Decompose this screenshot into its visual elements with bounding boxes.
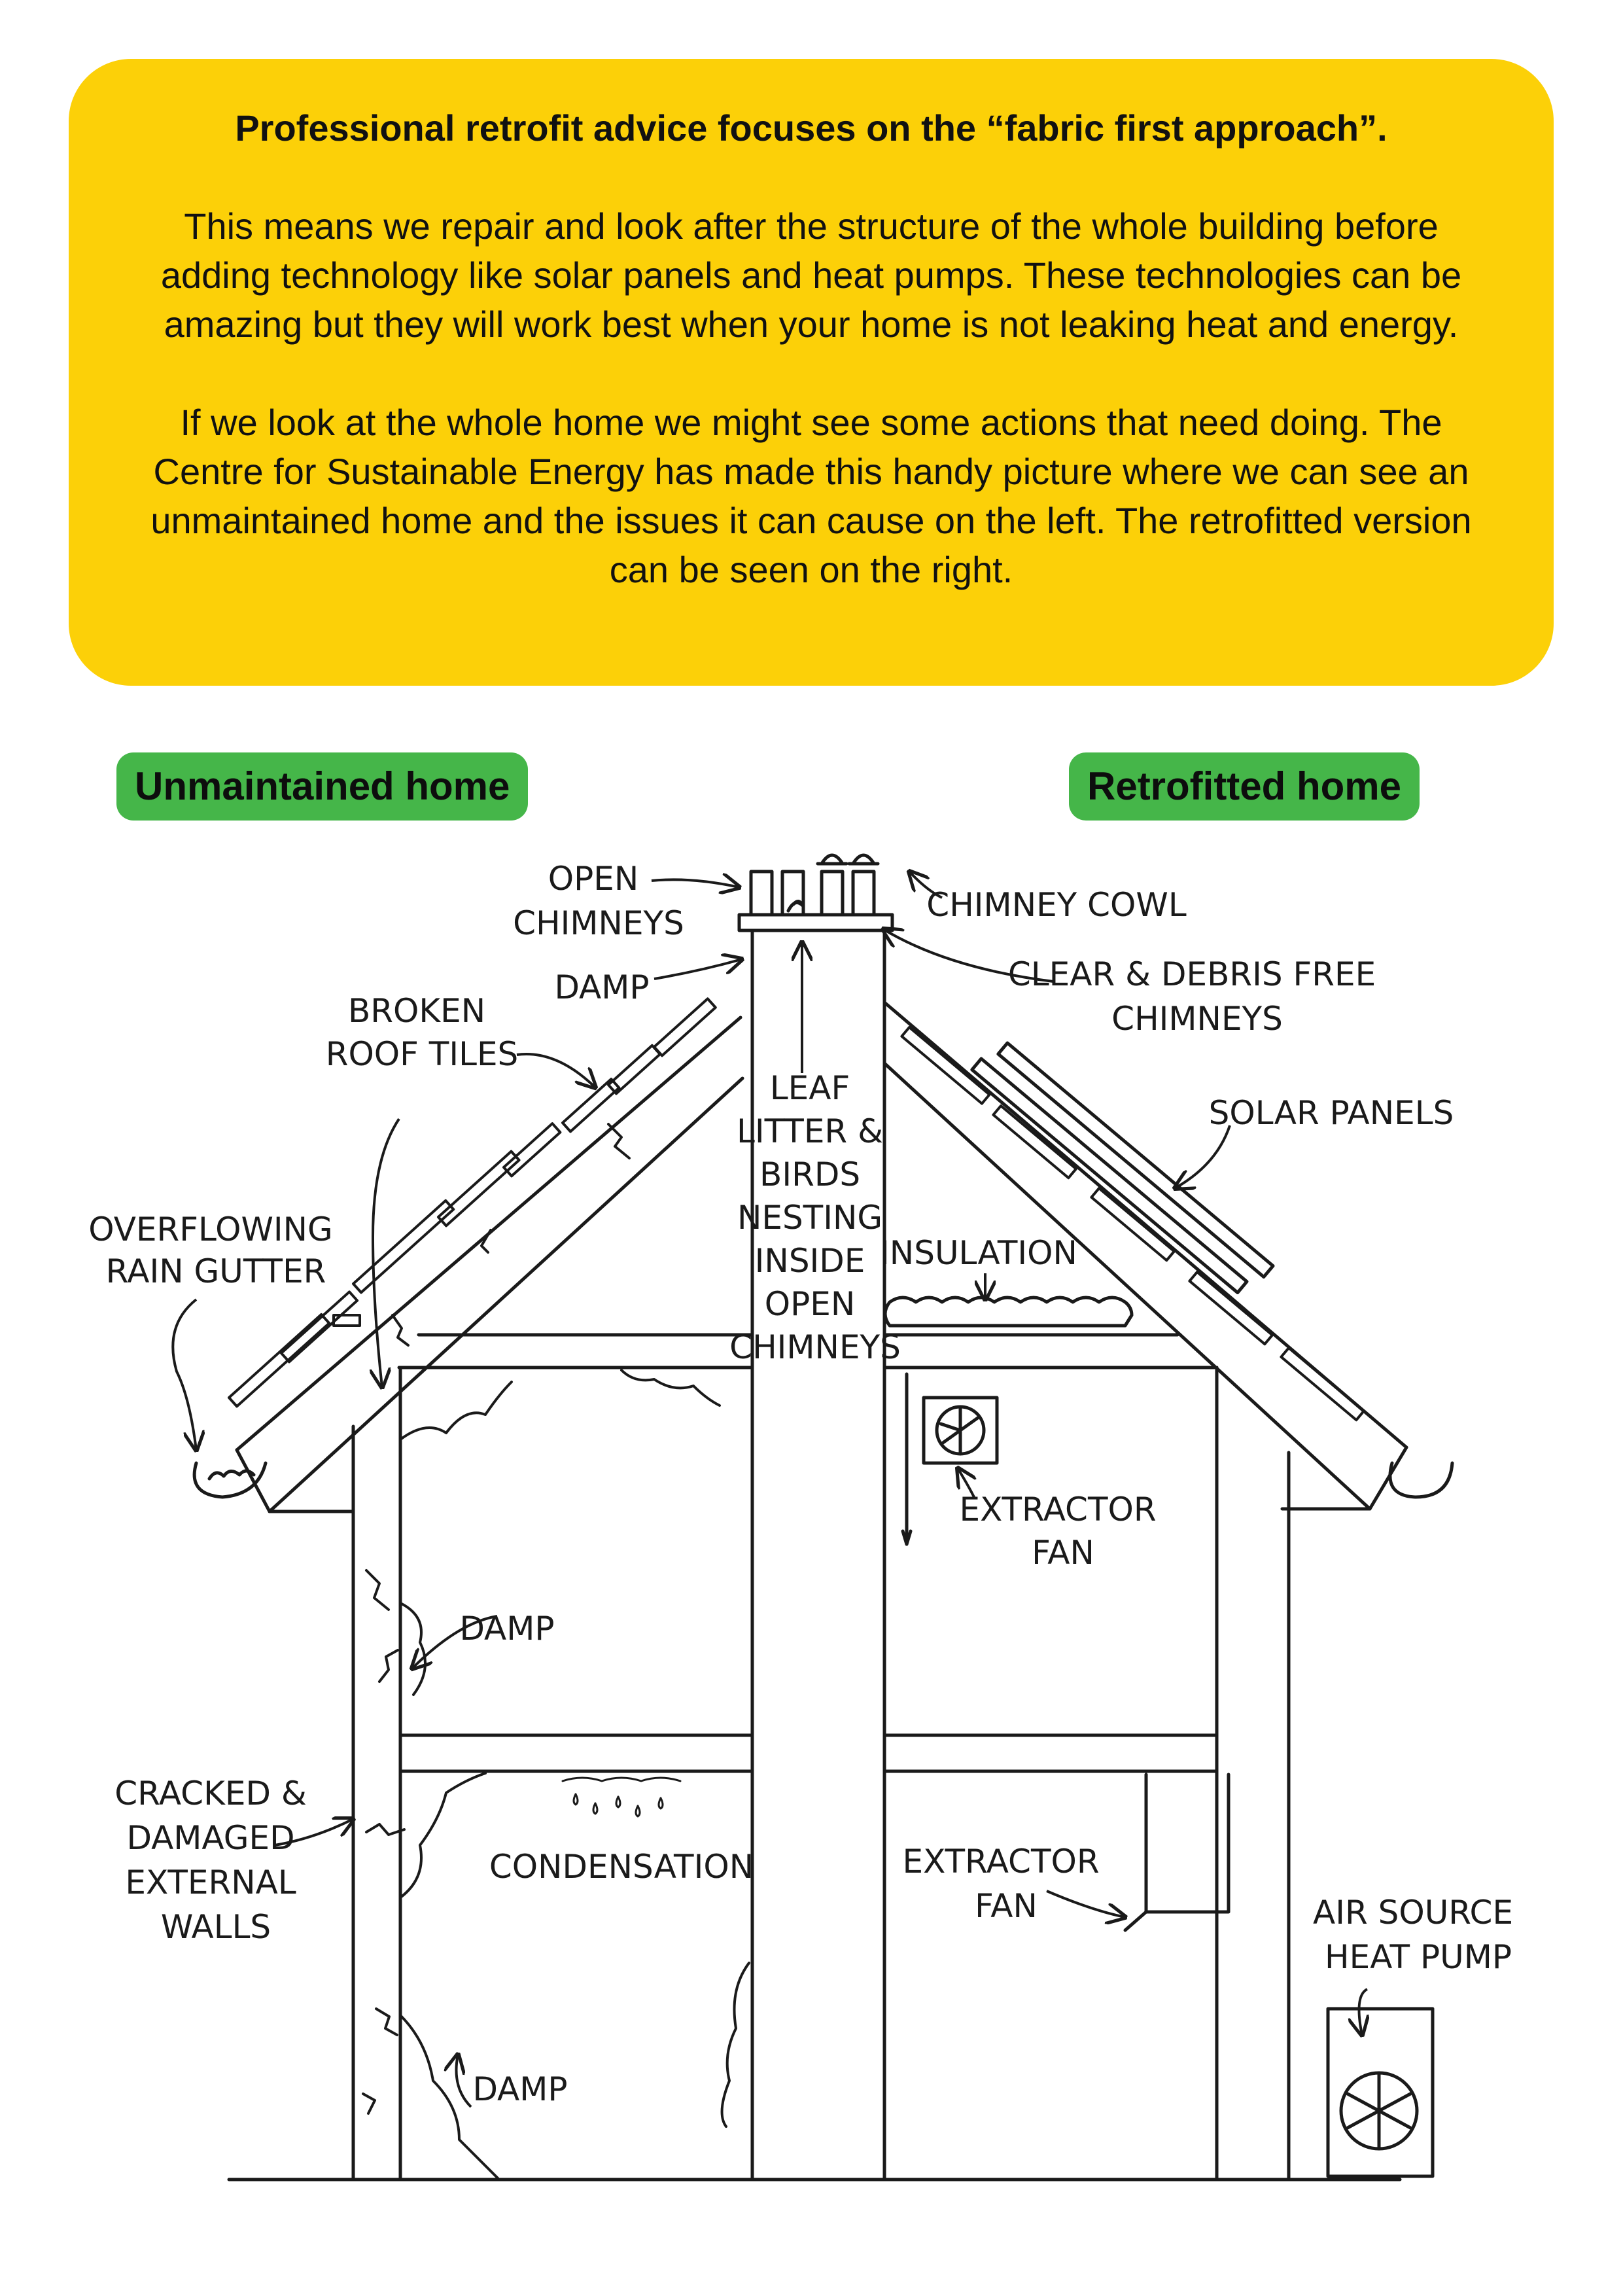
label-air-source-heat-pump: AIR SOURCE HEAT PUMP [1313,1894,1514,1976]
label-overflowing-gutter: OVERFLOWING RAIN GUTTER [88,1210,333,1290]
label-clear-chimneys: CLEAR & DEBRIS FREE CHIMNEYS [1007,955,1376,1038]
retrofitted-home-tag: Retrofitted home [1069,752,1420,821]
unmaintained-home-tag: Unmaintained home [116,752,528,821]
overflowing-gutter [194,1463,266,1497]
right-roof-tiles [901,1027,1363,1420]
damp-patches [400,1370,749,2179]
house-diagram [0,824,1623,2296]
diagram-labels [88,860,1524,2108]
insulation-roll [885,1298,1132,1326]
open-chimney-pots [751,872,803,915]
left-external-wall [353,1368,400,2180]
label-insulation: INSULATION [880,1234,1077,1272]
air-source-heat-pump [1328,2009,1433,2176]
intro-callout [69,59,1554,686]
label-cracked-walls: CRACKED & DAMAGED EXTERNAL WALLS [114,1775,307,1946]
label-broken-roof-tiles: BROKEN ROOF TILES [325,992,519,1073]
label-damp-lower: DAMP [472,2070,568,2108]
extractor-fan-lower [1125,1775,1229,1930]
intro-heading: Professional retrofit advice focuses on the “fabric first approach”. [235,107,1387,149]
label-extractor-fan-upper: EXTRACTOR FAN [959,1491,1157,1572]
label-chimney-cowl: CHIMNEY COWL [926,886,1187,924]
chimney-cowl [818,855,878,915]
intro-paragraph-2: If we look at the whole home we might see some actions that need doing. The Centre for Sustainable Energy has made this handy picture where we can see an unmaintained home and the issues it can cause on the left. The retrofitted version can be seen on the right. [150,402,1472,590]
wall-cracks [363,1570,404,2113]
condensation-droplets [563,1778,680,1816]
label-damp-upper: DAMP [459,1610,555,1648]
label-condensation: CONDENSATION [489,1848,754,1886]
clean-gutter [1390,1463,1452,1497]
label-extractor-fan-lower: EXTRACTOR FAN [902,1843,1100,1925]
label-damp-chimney: DAMP [554,968,650,1006]
label-solar-panels: SOLAR PANELS [1208,1094,1454,1132]
label-leaf-litter: LEAF LITTER & BIRDS NESTING INSIDE OPEN CHIMNEYS [729,1069,901,1366]
label-open-chimneys: OPEN CHIMNEYS [513,860,684,942]
intro-paragraph-1: This means we repair and look after the structure of the whole building before adding technology like solar panels and heat pumps. These technologies can be amazing but they will work best when your home is not leaking heat and energy. [160,205,1462,345]
